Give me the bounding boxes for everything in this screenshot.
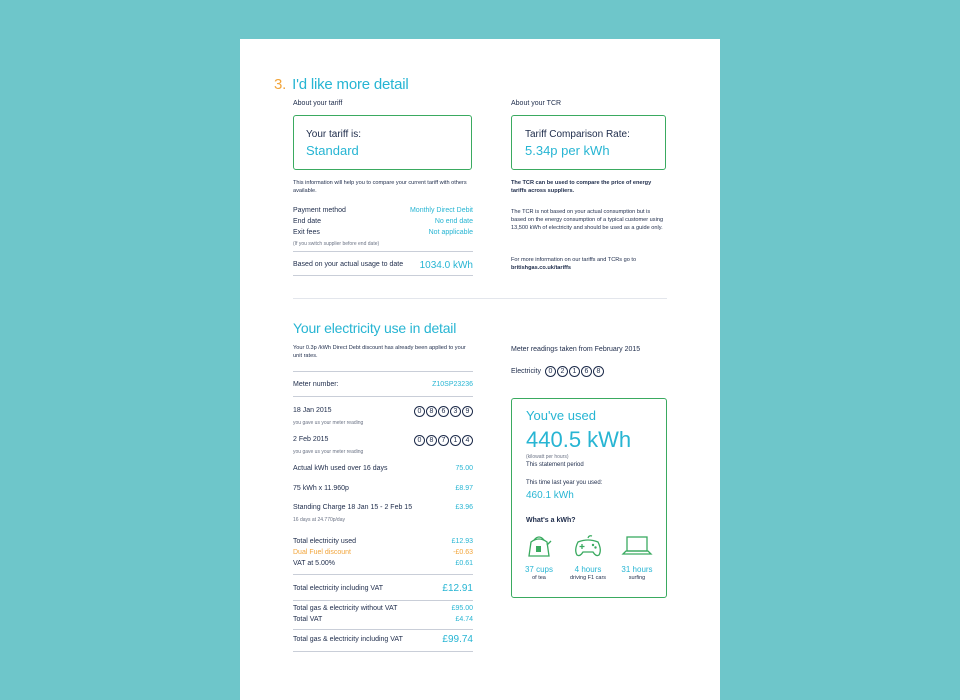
kwh-used-label: Actual kWh used over 16 days — [293, 465, 388, 472]
gas-elec-excl-vat-value: £95.00 — [451, 605, 473, 612]
laptop-icon — [621, 534, 653, 558]
digit: 2 — [557, 366, 568, 377]
payment-method-value: Monthly Direct Debit — [409, 207, 473, 214]
digit: 0 — [545, 366, 556, 377]
gas-elec-excl-vat-label: Total gas & electricity without VAT — [293, 605, 398, 612]
section-divider — [293, 298, 667, 299]
gas-elec-excl-vat-row — [293, 605, 473, 612]
payment-method-row — [293, 207, 473, 214]
digit: 6 — [438, 406, 449, 417]
tcr-box — [511, 115, 666, 170]
payment-method-label: Payment method — [293, 207, 346, 214]
total-electricity-value: £12.93 — [451, 538, 473, 545]
exit-fees-value: Not applicable — [428, 229, 473, 236]
digit: 1 — [450, 435, 461, 446]
game-controller-icon — [573, 534, 603, 558]
tea-value: 37 cups — [524, 565, 554, 574]
kettle-icon — [525, 532, 553, 558]
divider — [293, 251, 473, 252]
last-year-value: 460.1 kWh — [526, 490, 574, 501]
dual-fuel-discount-row — [293, 549, 473, 556]
tcr-box-label: Tariff Comparison Rate: — [525, 129, 630, 140]
tcr-para-3 — [511, 256, 666, 272]
divider — [293, 600, 473, 601]
gas-elec-incl-vat-label: Total gas & electricity including VAT — [293, 636, 403, 643]
meter-readings-heading: Meter readings taken from February 2015 — [511, 346, 641, 353]
divider — [293, 275, 473, 276]
tariff-info: This information will help you to compare your current tariff with others available. — [293, 180, 467, 194]
tcr-heading: About your TCR — [511, 100, 562, 107]
tariff-box — [293, 115, 472, 170]
reading-2-date: 2 Feb 2015 — [293, 436, 329, 443]
digit: 0 — [414, 406, 425, 417]
kwh-used-row — [293, 465, 473, 472]
total-electricity-label: Total electricity used — [293, 538, 357, 545]
reading-2-row — [293, 436, 473, 443]
tcr-para-3-text: For more information on our tariffs and TCRs go to — [511, 257, 637, 263]
tcr-para-2: The TCR is not based on your actual consumption but is based on the energy consumption of a typical customer using 13,500 kWh of electricity and should be used as a guide only. — [511, 209, 664, 231]
electricity-reading-label: Electricity — [511, 368, 541, 375]
tea-desc: of tea — [532, 575, 546, 581]
meter-number-row — [293, 381, 473, 388]
electricity-title: Your electricity use in detail — [293, 320, 457, 336]
last-year-label: This time last year you used: — [526, 480, 603, 486]
standing-charge-label: Standing Charge 18 Jan 15 - 2 Feb 15 — [293, 504, 413, 511]
standing-charge-value: £3.96 — [455, 504, 473, 511]
usage-summary-box — [511, 398, 667, 598]
digit: 8 — [426, 406, 437, 417]
kwh-used-value: 75.00 — [455, 465, 473, 472]
reading-1-date: 18 Jan 2015 — [293, 407, 332, 414]
total-electricity-row — [293, 538, 473, 545]
vat-row — [293, 560, 473, 567]
divider — [293, 629, 473, 630]
total-electricity-vat-label: Total electricity including VAT — [293, 585, 383, 592]
digit: 8 — [426, 435, 437, 446]
kwh-item-tea — [524, 532, 554, 563]
used-period: This statement period — [526, 462, 584, 468]
surfing-value: 31 hours — [621, 565, 653, 574]
exit-fees-label: Exit fees — [293, 229, 320, 236]
standing-charge-note: 16 days at 24.770p/day — [293, 517, 345, 523]
total-vat-row — [293, 616, 473, 623]
usage-row — [293, 260, 473, 271]
total-electricity-vat-value: £12.91 — [442, 583, 473, 594]
unit-rate-label: 75 kWh x 11.960p — [293, 485, 349, 492]
reading-1-row — [293, 407, 473, 414]
reading-1-note: you gave us your meter reading — [293, 420, 364, 426]
gas-elec-incl-vat-row — [293, 636, 473, 643]
statement-page — [240, 39, 720, 700]
end-date-label: End date — [293, 218, 322, 225]
tariff-box-value: Standard — [306, 143, 359, 158]
divider — [293, 651, 473, 652]
meter-number-label: Meter number: — [293, 381, 339, 388]
surfing-desc: surfing — [628, 575, 646, 581]
unit-rate-row — [293, 485, 473, 492]
divider — [293, 574, 473, 575]
section-title — [274, 76, 409, 93]
dual-fuel-discount-value: -£0.63 — [453, 549, 473, 556]
digit: 6 — [581, 366, 592, 377]
reading-1-digits — [414, 406, 473, 417]
kwh-item-f1 — [573, 534, 603, 563]
unit-rate-value: £8.97 — [455, 485, 473, 492]
gas-elec-incl-vat-value: £99.74 — [442, 634, 473, 645]
end-date-row — [293, 218, 473, 225]
kwh-item-surfing — [620, 534, 654, 563]
tcr-box-value: 5.34p per kWh — [525, 143, 610, 158]
digit: 0 — [414, 435, 425, 446]
reading-2-digits — [414, 435, 473, 446]
section-number: 3. — [274, 76, 287, 93]
f1-value: 4 hours — [574, 565, 602, 574]
used-value: 440.5 kWh — [526, 427, 632, 452]
discount-note: Your 0.3p /kWh Direct Debt discount has already been applied to your unit rates. — [293, 345, 466, 359]
digit: 3 — [450, 406, 461, 417]
tariff-box-label: Your tariff is: — [306, 129, 362, 140]
standing-charge-row — [293, 504, 473, 511]
f1-desc: driving F1 cars — [569, 575, 607, 581]
usage-label: Based on your actual usage to date — [293, 261, 404, 268]
digit: 9 — [462, 406, 473, 417]
used-unit-note: (kilowatt per hours) — [526, 454, 569, 460]
tariffs-link[interactable]: britishgas.co.uk/tariffs — [511, 265, 571, 271]
digit: 7 — [438, 435, 449, 446]
end-date-value: No end date — [434, 218, 473, 225]
total-vat-label: Total VAT — [293, 616, 323, 623]
total-vat-value: £4.74 — [455, 616, 473, 623]
tcr-para-1: The TCR can be used to compare the price of energy tariffs across suppliers. — [511, 180, 652, 194]
electricity-reading — [511, 366, 604, 377]
digit: 8 — [593, 366, 604, 377]
used-heading: You've used — [526, 408, 596, 423]
tariff-heading: About your tariff — [293, 100, 343, 107]
reading-2-note: you gave us your meter reading — [293, 449, 364, 455]
divider — [293, 396, 473, 397]
digit: 1 — [569, 366, 580, 377]
dual-fuel-discount-label: Dual Fuel discount — [293, 549, 351, 556]
vat-value: £0.61 — [455, 560, 473, 567]
electricity-reading-digits — [545, 366, 604, 377]
divider — [293, 371, 473, 372]
usage-value: 1034.0 kWh — [419, 260, 473, 271]
exit-fees-note: (If you switch supplier before end date) — [293, 241, 380, 247]
section-title-text: I'd like more detail — [292, 76, 409, 93]
total-electricity-vat-row — [293, 585, 473, 592]
exit-fees-row — [293, 229, 473, 236]
meter-number-value: Z10SP23236 — [432, 381, 473, 388]
whats-kwh-heading: What's a kWh? — [526, 517, 576, 524]
digit: 4 — [462, 435, 473, 446]
vat-label: VAT at 5.00% — [293, 560, 336, 567]
